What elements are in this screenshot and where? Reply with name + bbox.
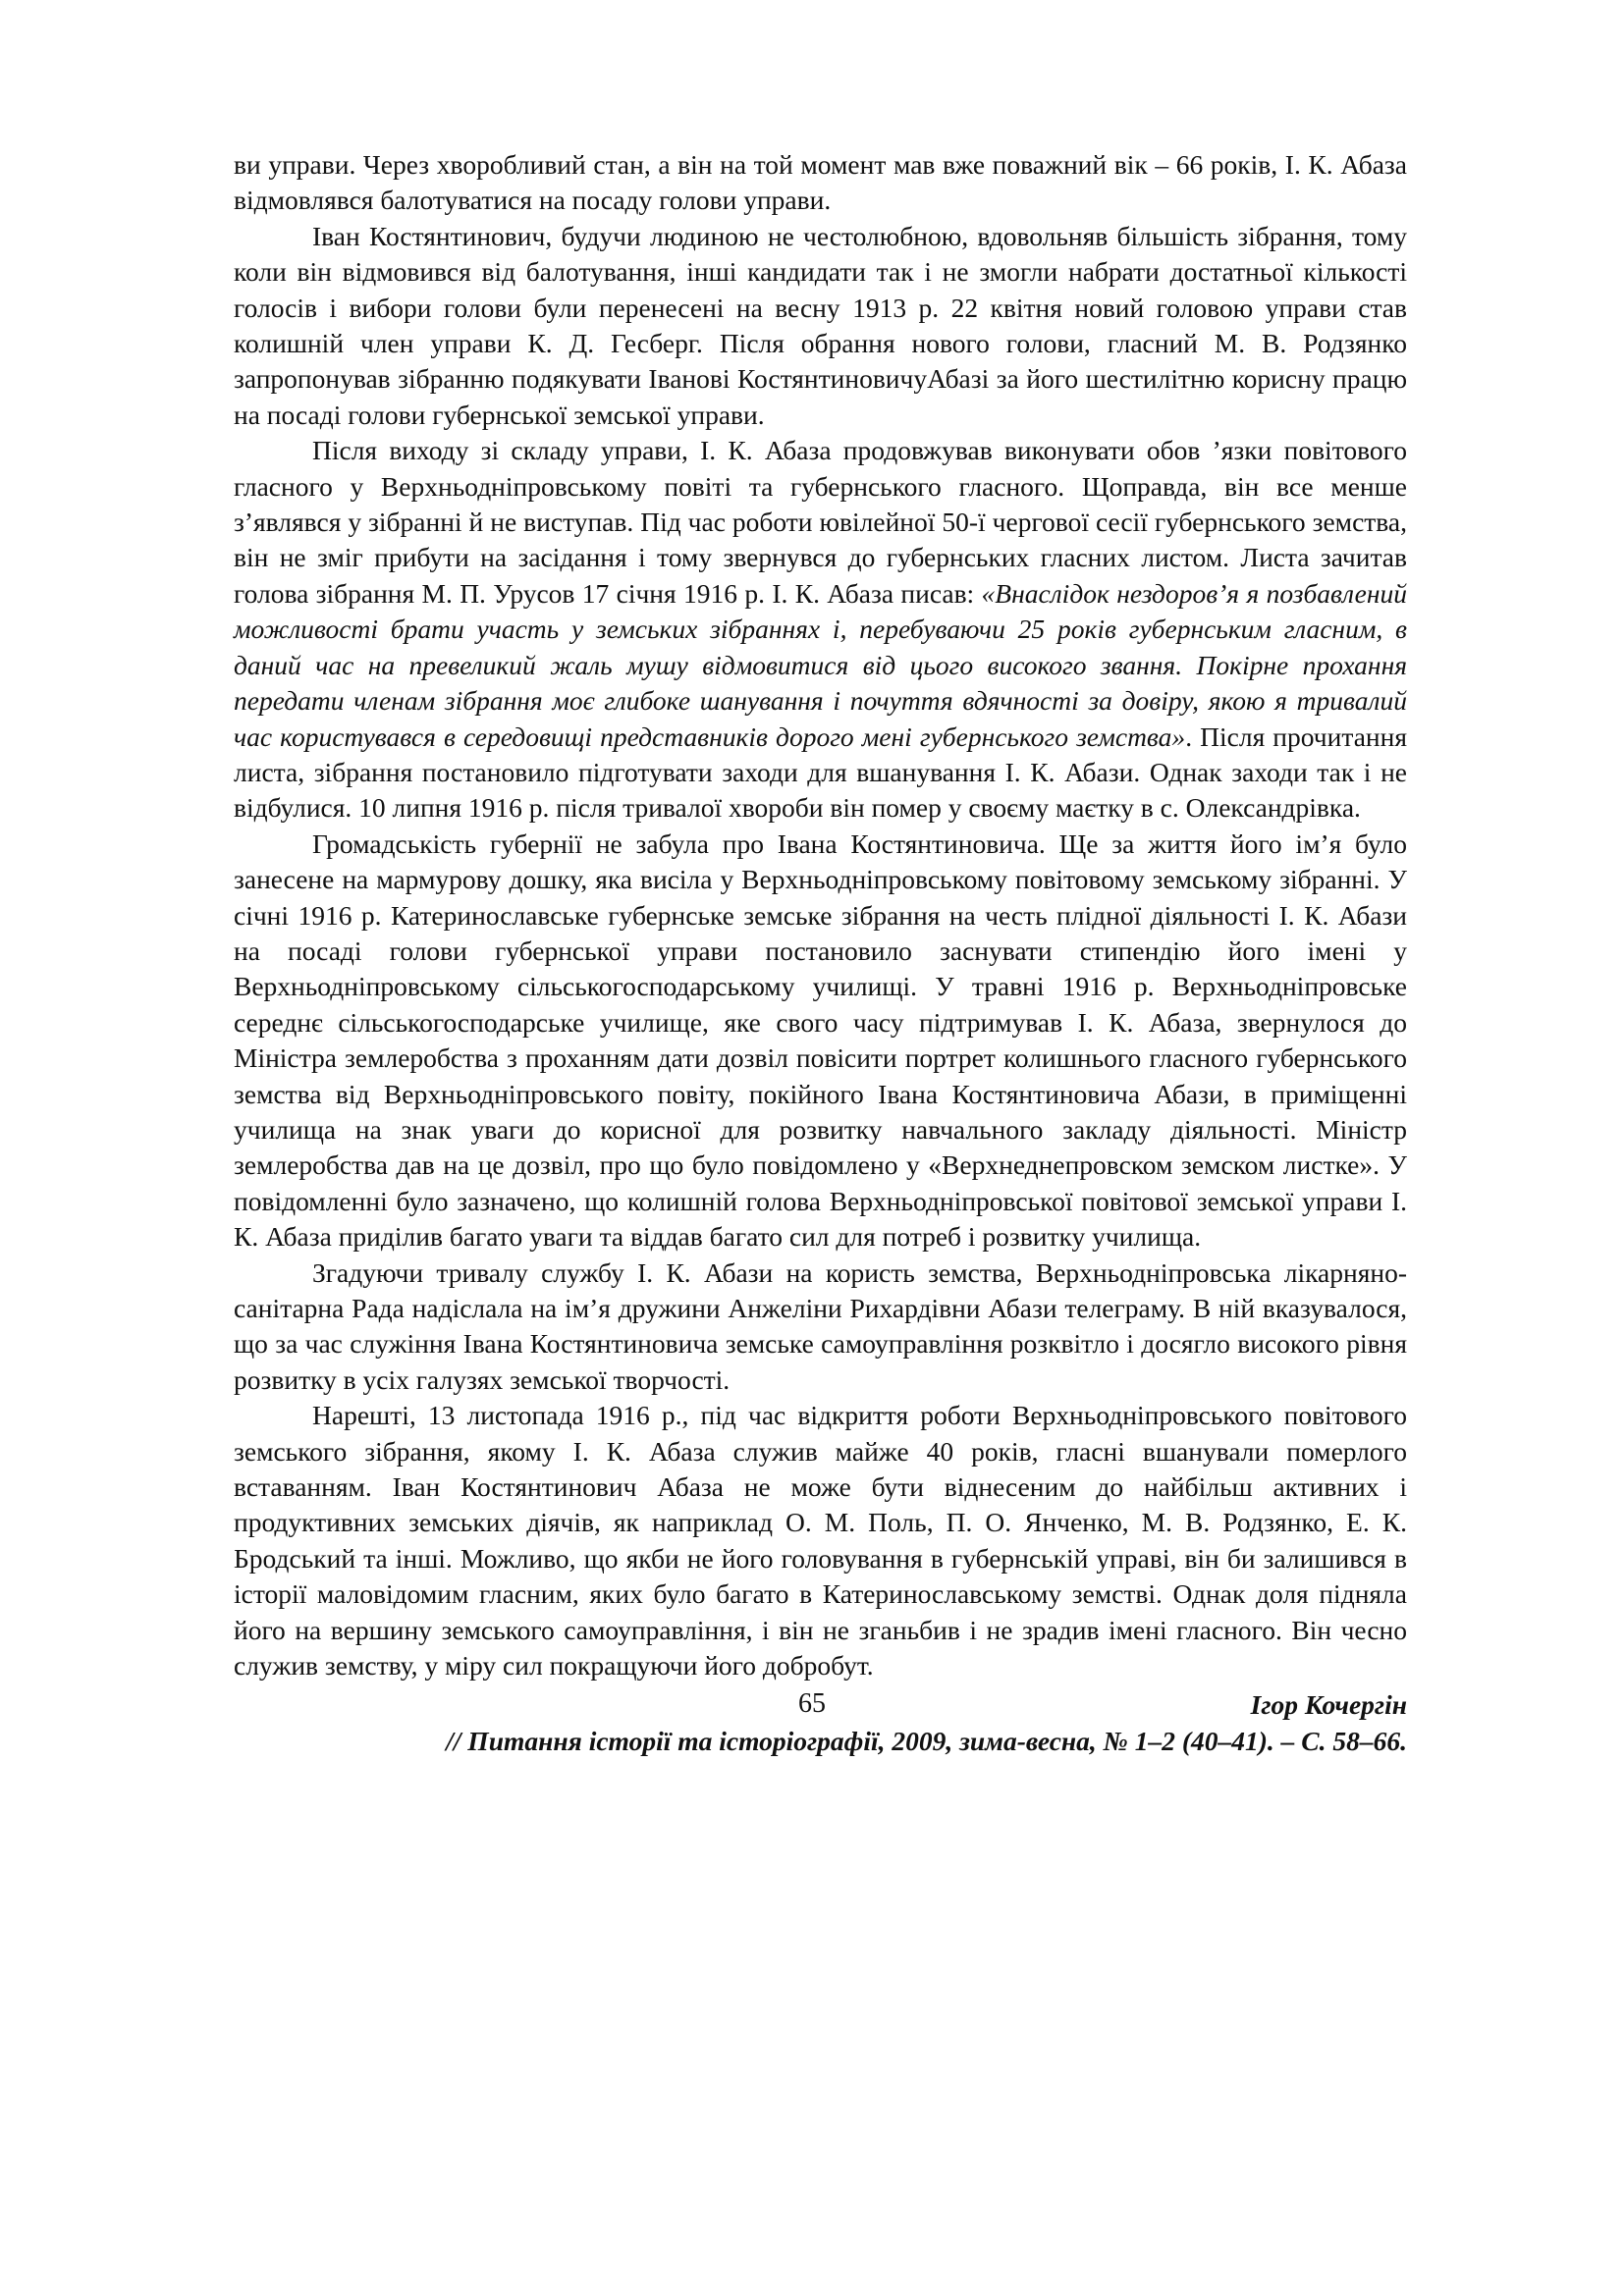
paragraph-2: Іван Костянтинович, будучи людиною не честолюбною, вдовольняв більшість зібрання, тому коли він відмовився від балотування, інші кандидати так і не змогли набрати достатньої кількості голосів і вибори голови були перенесені на весну 1913 р. 22 квітня новий головою управи став колишній член управи К. Д. Гесберг. Після обрання нового голови, гласний М. В. Родзянко запропонував зібранню подякувати Іванові КостянтиновичуАбазі за його шестилітню корисну працю на посаді голови губернської земської управи.: [234, 220, 1407, 430]
paragraph-1: ви управи. Через хворобливий стан, а він на той момент мав вже поважний вік – 66 років, І. К. Абаза відмовлявся балотуватися на посаду голови управи.: [234, 149, 1407, 216]
page-number: 65: [798, 1688, 826, 1719]
paragraph-3-text-end: . Після прочитання листа, зібрання постановило підготувати заходи для вшанування І. К. Абази. Однак заходи так і не відбулися. 10 липня 1916 р. після тривалої хвороби він помер у своєму маєтку в с. Олександрівка.: [234, 721, 1407, 824]
author-name: Ігор Кочергін: [1250, 1689, 1407, 1721]
paragraph-3: [234, 433, 1407, 826]
paragraph-6: Нарешті, 13 листопада 1916 р., під час відкриття роботи Верхньодніпровського повітового земського зібрання, якому І. К. Абаза служив майже 40 років, гласні вшанували померлого вставанням. Іван Костянтинович Абаза не може бути віднесеним до найбільш активних і продуктивних земських діячів, як наприклад О. М. Поль, П. О. Янченко, М. В. Родзянко, Е. К. Бродський та інші. Можливо, що якби не його головування в губернській управі, він би залишився в історії маловідомим гласним, яких було багато в Катеринославському земстві. Однак доля підняла його на вершину земського самоуправління, і він не зганьбив і не зрадив імені гласного. Він чесно служив земству, у міру сил покращуючи його добробут.: [234, 1400, 1407, 1682]
paragraph-5: Згадуючи тривалу службу І. К. Абази на користь земства, Верхньодніпровська лікарняно-санітарна Рада надіслала на ім’я дружини Анжеліни Рихардівни Абази телеграму. В ній вказувалося, що за час служіння Івана Костянтиновича земське самоуправління розквітло і досягло високого рівня розвитку в усіх галузях земської творчості.: [234, 1256, 1407, 1395]
paragraph-3-text-start: Після виходу зі складу управи, І. К. Абаза продовжував виконувати обов ’язки повітового гласного у Верхньодніпровському повіті та губернського гласного. Щоправда, він все менше з’являвся у зібранні й не виступав. Під час роботи ювілейної 50-ї чергової сесії губернського земства, він не зміг прибути на засідання і тому звернувся до губернських гласних листом. Листа зачитав голова зібрання М. П. Урусов 17 січня 1916 р. І. К. Абаза писав:: [234, 435, 1407, 609]
abaza-letter-quote: «Внаслідок нездоров’я я позбавлений можливості брати участь у земських зібраннях і, перебуваючи 25 років губернським гласним, в даний час на превеликий жаль мушу відмовитися від цього високого звання. Покірне прохання передати членам зібрання моє глибоке шанування і почуття вдячності за довіру, якою я тривалий час користувався в середовищі представників дорого мені губернського земства»: [234, 577, 1407, 752]
source-citation: // Питання історії та історіографії, 2009, зима-весна, № 1–2 (40–41). – С. 58–66.: [446, 1725, 1407, 1756]
article-body: [234, 147, 1407, 1759]
paragraph-4: Громадськість губернії не забула про Івана Костянтиновича. Ще за життя його ім’я було занесене на мармурову дошку, яка висіла у Верхньодніпровському повітовому земському зібранні. У січні 1916 р. Катеринославське губернське земське зібрання на честь плідної діяльності І. К. Абази на посаді голови губернської управи постановило заснувати стипендію його імені у Верхньодніпровському сільськогосподарському училищі. У травні 1916 р. Верхньодніпровське середнє сільськогосподарське училище, яке свого часу підтримував І. К. Абаза, звернулося до Міністра землеробства з проханням дати дозвіл повісити портрет колишнього гласного губернського земства від Верхньодніпровського повіту, покійного Івана Костянтиновича Абази, в приміщенні училища на знак уваги до корисної для розвитку навчального закладу діяльності. Міністр землеробства дав на це дозвіл, про що було повідомлено у «Верхнеднепровском земском листке». У повідомленні було зазначено, що колишній голова Верхньодніпровської повітової земської управи І. К. Абаза приділив багато уваги та віддав багато сил для потреб і розвитку училища.: [234, 828, 1407, 1253]
